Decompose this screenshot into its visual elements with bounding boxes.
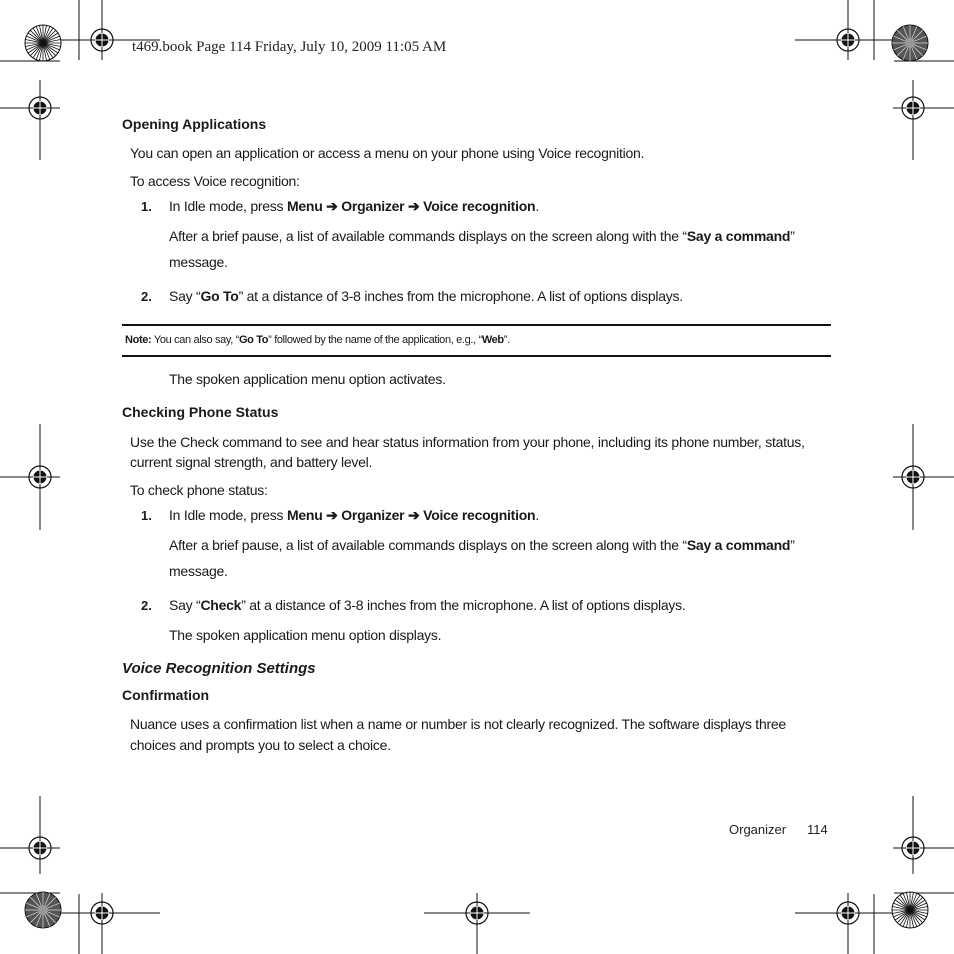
menu-path-voice-recognition: Voice recognition — [423, 507, 536, 523]
step-number: 1. — [141, 508, 152, 523]
step-1-text: In Idle mode, press Menu ➔ Organizer ➔ Voice recognition. — [169, 198, 539, 214]
note-text: Note: You can also say, “Go To” followed by the name of the application, e.g., “Web”. — [125, 334, 510, 346]
go-to-command: Go To — [200, 288, 239, 304]
step-number: 2. — [141, 289, 152, 304]
menu-path-menu: Menu — [286, 507, 323, 523]
footer-section-name: Organizer — [729, 822, 787, 837]
paragraph-confirmation-line2: choices and prompts you to select a choice. — [130, 737, 391, 753]
book-info-header: t469.book Page 114 Friday, July 10, 2009 11:05 AM — [132, 39, 447, 55]
step-number: 1. — [141, 199, 152, 214]
note-box — [122, 324, 831, 357]
paragraph-check-intro: Use the Check command to see and hear status information from your phone, including its phone number, status, — [130, 434, 805, 450]
heading-confirmation: Confirmation — [122, 687, 210, 703]
menu-path-menu: Menu — [286, 198, 323, 214]
menu-path-organizer: Organizer — [341, 507, 405, 523]
paragraph-result: The spoken application menu option activates. — [169, 371, 446, 387]
step-2-text: Say “Check” at a distance of 3-8 inches from the microphone. A list of options displays. — [169, 597, 686, 613]
heading-opening-applications: Opening Applications — [122, 116, 267, 132]
heading-voice-recognition-settings: Voice Recognition Settings — [122, 660, 316, 677]
menu-path-organizer: Organizer — [341, 198, 405, 214]
check-command: Check — [200, 597, 242, 613]
paragraph-intro: You can open an application or access a menu on your phone using Voice recognition. — [130, 145, 645, 161]
menu-path-voice-recognition: Voice recognition — [423, 198, 536, 214]
step-number: 2. — [141, 598, 152, 613]
step-1-text: In Idle mode, press Menu ➔ Organizer ➔ Voice recognition. — [169, 507, 539, 523]
note-label: Note: — [125, 334, 152, 346]
paragraph-check-intro-line2: current signal strength, and battery level. — [130, 454, 373, 470]
paragraph-access: To access Voice recognition: — [130, 173, 300, 189]
paragraph-result: The spoken application menu option displays. — [169, 627, 442, 643]
step-2-text: Say “Go To” at a distance of 3-8 inches from the microphone. A list of options displays. — [169, 288, 683, 304]
step-1-detail: After a brief pause, a list of available commands displays on the screen along with the “Say a command” — [169, 537, 795, 553]
say-a-command-label: Say a command — [686, 228, 791, 244]
say-a-command-label: Say a command — [686, 537, 791, 553]
step-1-detail: After a brief pause, a list of available commands displays on the screen along with the “Say a command” — [169, 228, 795, 244]
paragraph-confirmation: Nuance uses a confirmation list when a name or number is not clearly recognized. The software displays three — [130, 716, 786, 732]
step-1-detail-line2: message. — [169, 254, 228, 270]
heading-checking-phone-status: Checking Phone Status — [122, 404, 279, 420]
step-1-detail-line2: message. — [169, 563, 228, 579]
page-number: 114 — [807, 822, 828, 837]
paragraph-check: To check phone status: — [130, 482, 268, 498]
